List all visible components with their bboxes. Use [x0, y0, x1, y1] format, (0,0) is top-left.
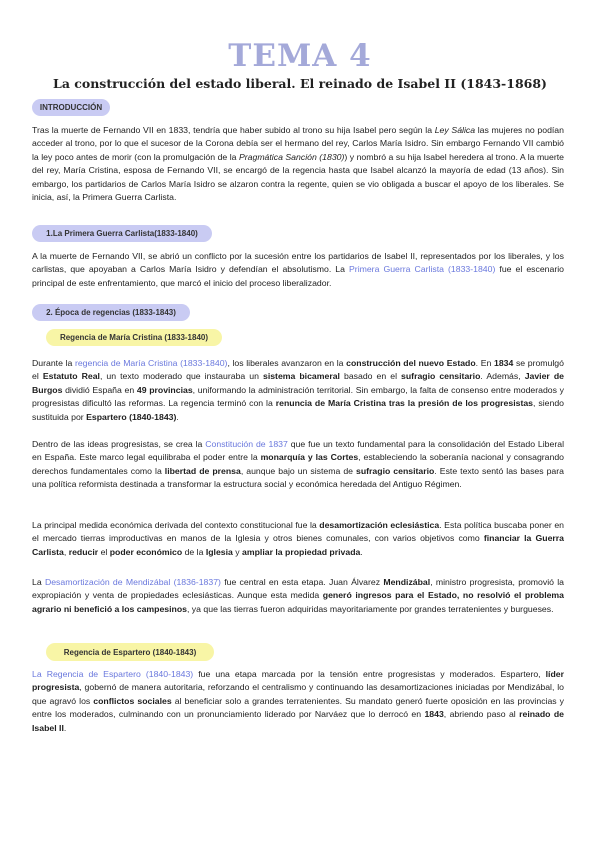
paragraph-carlista [32, 250, 564, 290]
bold-text: 49 provincias [136, 384, 193, 395]
italic-text: Pragmática Sanción (1830) [238, 151, 345, 162]
paragraph-desamortizacion [32, 519, 564, 559]
text-run: . [176, 411, 179, 422]
bold-text: generó ingresos para el Estado, no resolvió el problema agrario ni benefició a los campesinos [32, 590, 564, 614]
text-run: , aunque bajo un sistema de [240, 465, 357, 476]
highlighted-term: regencia de María Cristina (1833-1840) [74, 358, 228, 368]
text-run: A la muerte de Fernando VII, se abrió un conflicto por la sucesión entre los partidarios de Isabel II, representados por los liberales, y los carlistas, que apoyaban a Carlos María Isidro y defendían el absolutismo. La [32, 251, 564, 275]
text-run: de la [182, 546, 206, 557]
text-run: , [63, 546, 69, 557]
bold-text: Javier de Burgos [32, 371, 564, 395]
text-run: , ya que las tierras fueron adquiridas mayoritariamente por grandes terratenientes y burgueses. [186, 603, 554, 614]
bold-text: reinado de Isabel II [32, 709, 564, 733]
text-run: Durante la [32, 358, 75, 368]
text-run: fue una etapa marcada por la tensión entre progresistas y moderados. Espartero, [193, 669, 546, 679]
page-title: TEMA 4 [228, 38, 372, 74]
section-label-regencia-maria-cristina: Regencia de María Cristina (1833-1840) [46, 329, 222, 346]
paragraph-mendizabal [32, 576, 564, 616]
text-run: Dentro de las ideas progresistas, se crea la [32, 439, 206, 449]
text-run: La [32, 577, 45, 587]
text-run: . En [475, 358, 494, 368]
bold-text: conflictos sociales [93, 695, 172, 706]
text-run: , los liberales avanzaron en la [227, 358, 347, 368]
text-run: , estableciendo la soberanía nacional y consagrando derechos fundamentales como la [32, 452, 564, 476]
text-run: fue el escenario principal de este enfrentamiento, que marcó el inicio del proceso liberalizador. [32, 264, 564, 288]
text-run: basado en el [339, 371, 402, 382]
bold-text: Espartero (1840-1843) [86, 411, 177, 422]
bold-text: financiar la Guerra Carlista [32, 533, 564, 557]
bold-text: renuncia de María Cristina tras la presión de los progresistas [275, 398, 534, 409]
text-run: y [232, 546, 243, 557]
text-run: . [360, 546, 363, 557]
bold-text: ampliar la propiedad privada [242, 546, 361, 557]
highlighted-term: Constitución de 1837 [205, 439, 288, 449]
bold-text: Estatuto Real [42, 371, 100, 382]
bold-text: Iglesia [205, 546, 233, 557]
text-run: . Este texto sentó las bases para una política reformista destinada a transformar la estructura social y económica heredada del Antiguo Régimen. [32, 465, 564, 490]
text-run: . [63, 722, 67, 733]
text-run: , siendo sustituida por [32, 398, 564, 422]
highlighted-term: La Regencia de Espartero (1840-1843) [32, 669, 194, 679]
text-run: que fue un texto fundamental para la consolidación del Estado Liberal en España. Este marco legal equilibraba el poder entre la [32, 439, 565, 463]
paragraph-espartero [32, 668, 564, 735]
text-run: dividió España en [62, 384, 137, 395]
bold-text: Mendizábal [383, 577, 431, 587]
text-run: se promulgó el [32, 358, 564, 382]
bold-text: reducir [68, 546, 99, 557]
text-run: , un texto moderado que instauraba un [99, 371, 263, 382]
text-run: las mujeres no podían acceder al trono, por lo que el sucesor de la Corona debía ser el hermano del rey, Carlos María Isidro. Sin embargo Fernando VII cambió la ley poco antes de morir (con la promulgación de la [32, 125, 564, 162]
bold-text: desamortización eclesiástica [319, 520, 440, 530]
highlighted-term: Primera Guerra Carlista (1833-1840) [349, 264, 496, 275]
text-run: . Esta política buscaba poner en el mercado tierras improductivas en manos de la Iglesia y otros bienes comunales, con varios objetivos como [32, 520, 564, 544]
section-label-epoca-regencias: 2. Época de regencias (1833-1843) [32, 304, 190, 321]
paragraph-maria-cristina [32, 357, 564, 424]
bold-text: 1843 [424, 709, 444, 720]
paragraph-intro [32, 124, 564, 204]
paragraph-constitucion-1837 [32, 438, 564, 492]
text-run: , ministro progresista, promovió la expropiación y venta de propiedades eclesiásticas. Aunque esta medida [32, 577, 565, 601]
text-run: . Además, [480, 371, 525, 382]
bold-text: poder económico [109, 546, 183, 557]
text-run: el [98, 546, 110, 557]
text-run: , abriendo paso al [443, 709, 520, 720]
text-run: al beneficiar solo a grandes terratenientes. Su mandato generó fuerte oposición en las provincias y entre los moderados, culminando con un pronunciamiento liderado por Narváez que lo derrocó en [32, 695, 565, 720]
text-run: Tras la muerte de Fernando VII en 1833, tendría que haber subido al trono su hija Isabel pero según la [32, 125, 435, 135]
bold-text: 1834 [493, 358, 514, 368]
bold-text: sufragio censitario [356, 465, 435, 476]
text-run: , uniformando la administración territorial. Sin embargo, la falta de consenso entre moderados y progresistas dificultó las reformas. La regencia terminó con la [32, 384, 564, 409]
italic-text: Ley Sálica [434, 125, 476, 135]
section-label-primera-guerra-carlista: 1.La Primera Guerra Carlista(1833-1840) [32, 225, 212, 242]
page-subtitle: La construcción del estado liberal. El reinado de Isabel II (1843-1868) [53, 76, 547, 91]
text-run: , gobernó de manera autoritaria, reforzando el centralismo y continuando las desamortizaciones iniciadas por Mendizábal, lo que agravó los [32, 682, 564, 706]
bold-text: libertad de prensa [164, 465, 241, 476]
bold-text: líder progresista [32, 669, 564, 693]
bold-text: monarquía y las Cortes [260, 452, 359, 463]
bold-text: sistema bicameral [262, 371, 340, 382]
section-label-regencia-espartero: Regencia de Espartero (1840-1843) [46, 643, 214, 661]
text-run: ) y nombró a su hija Isabel heredera al trono. A la muerte del rey, María Cristina, esposa de Fernando VII, se encargó de la regencia hasta que Isabel alcanzó la mayoría de edad (13 años). Sin embargo, los partidarios de Carlos María Isidro se alzaron contra la regente, quien se vio obligada a buscar el apoyo de los liberales. Se inicia, así, la Primera Guerra Carlista. [32, 151, 564, 203]
bold-text: construcción del nuevo Estado [346, 358, 476, 368]
bold-text: sufragio censitario [401, 371, 481, 382]
text-run: La principal medida económica derivada del contexto constitucional fue la [32, 520, 320, 530]
highlighted-term: Desamortización de Mendizábal (1836-1837) [44, 577, 221, 587]
text-run: fue central en esta etapa. Juan Álvarez [220, 577, 384, 587]
section-label-introduccion: INTRODUCCIÓN [32, 99, 110, 116]
